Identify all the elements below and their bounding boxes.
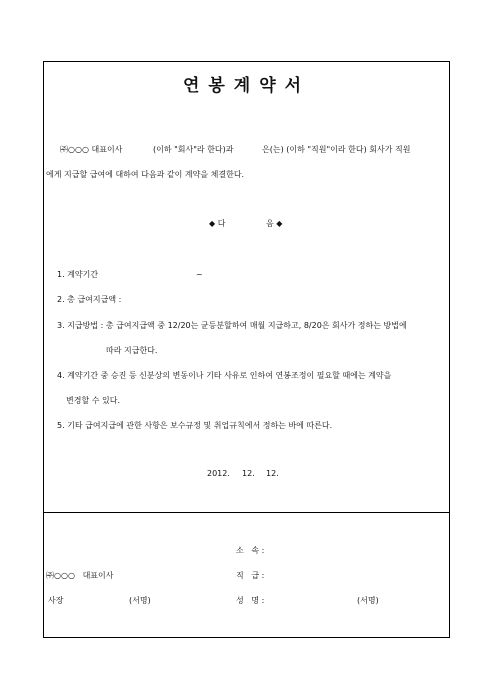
heading-left: ◆ 다 xyxy=(209,219,226,228)
date-day: 12. xyxy=(266,469,279,478)
intro-company: ㈜○○○ 대표이사 xyxy=(60,145,123,154)
dept-label: 소 속 : xyxy=(236,546,265,555)
intro-line-2: 에게 지급할 급여에 대하여 다음과 같이 계약을 체결한다. xyxy=(46,170,245,179)
position-label: 직 급 : xyxy=(236,571,265,580)
company-name: ㈜○○○ 대표이사 xyxy=(46,571,114,580)
intro-company-alias: (이하 "회사"라 한다)과 xyxy=(153,145,234,154)
signature-divider xyxy=(43,512,450,513)
item-1-contract-period: 1. 계약기간 xyxy=(57,270,99,279)
employee-signature: (서명) xyxy=(357,596,379,605)
item-3-continued: 따라 지급한다. xyxy=(106,346,158,355)
name-label: 성 명 : xyxy=(236,596,265,605)
ceo-signature: (서명) xyxy=(129,596,151,605)
item-4-adjustment: 4. 계약기간 중 승진 등 신분상의 변동이나 기타 사유로 인하여 연봉조정이 필요할 때에는 계약을 xyxy=(57,371,392,380)
item-2-total-salary: 2. 총 급여지급액 : xyxy=(57,295,122,304)
heading-right: 음 ◆ xyxy=(266,219,283,228)
item-3-payment-method: 3. 지급방법 : 총 급여지급액 중 12/20는 균등분할하여 매월 지급하고, 8/20은 회사가 정하는 방법에 xyxy=(57,321,407,330)
date-month: 12. xyxy=(242,469,255,478)
document-title: 연봉계약서 xyxy=(182,76,311,96)
item-4-continued: 변경할 수 있다. xyxy=(66,396,120,405)
intro-employee-alias: 은(는) (이하 "직원"이라 한다) 회사가 직원 xyxy=(262,145,411,154)
item-1-tilde: ~ xyxy=(196,270,203,279)
date-year: 2012. xyxy=(207,469,230,478)
item-5-other: 5. 기타 급여지급에 관한 사항은 보수규정 및 취업규칙에서 정하는 바에 따른다. xyxy=(57,421,333,430)
ceo-label: 사장 xyxy=(48,596,64,605)
